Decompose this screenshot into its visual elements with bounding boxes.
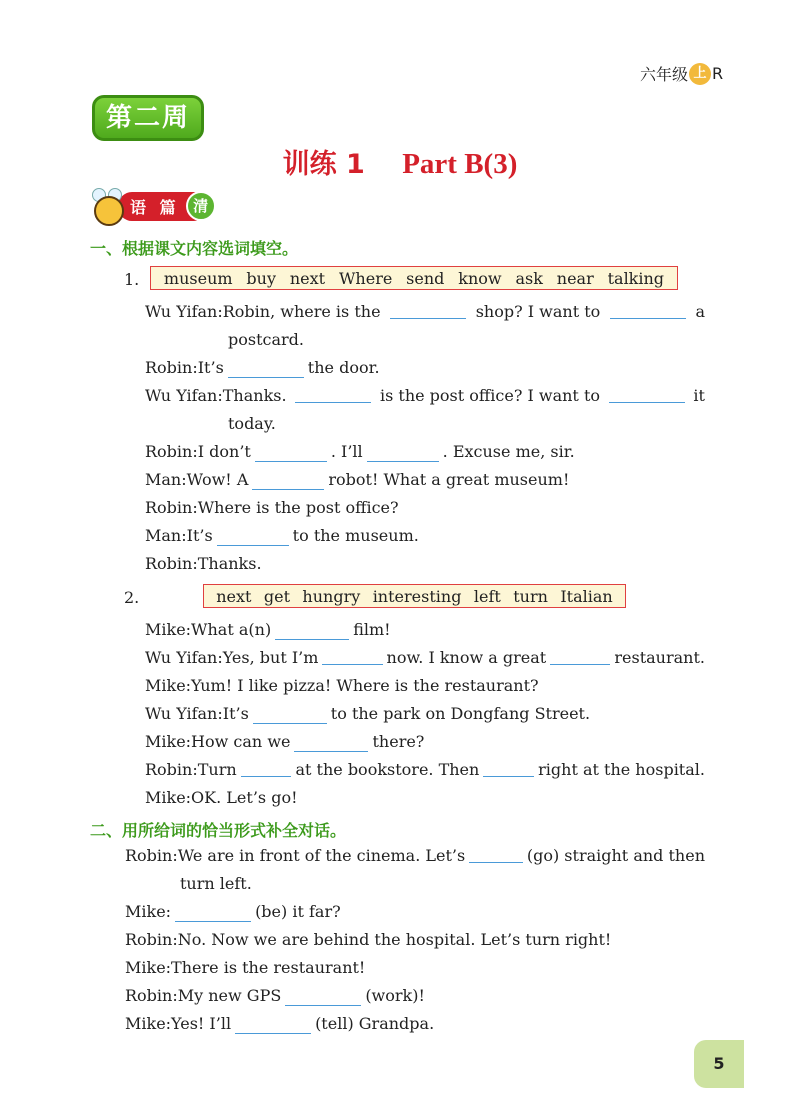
answer-blank[interactable] (217, 529, 289, 546)
word-bank-item: next (216, 586, 252, 606)
line-text: Mike:Yes! I’ll (125, 1014, 232, 1033)
dialogue-line (125, 846, 705, 866)
word-bank-item: buy (246, 268, 277, 288)
dialogue-line (145, 442, 575, 462)
line-text: Robin:We are in front of the cinema. Let’s (125, 846, 466, 865)
line-text: . I’ll (330, 442, 363, 461)
line-text: (tell) Grandpa. (315, 1014, 435, 1033)
word-bank-1 (150, 266, 678, 290)
lesson-title (0, 142, 800, 181)
page-number: 5 (694, 1040, 744, 1088)
dialogue-line (145, 554, 262, 574)
line-text: Robin:My new GPS (125, 986, 282, 1005)
line-text: Robin:I don’t (145, 442, 251, 461)
answer-blank[interactable] (294, 735, 368, 752)
word-bank-item: turn (513, 586, 548, 606)
answer-blank[interactable] (390, 302, 466, 319)
line-text: (work)! (365, 986, 425, 1005)
word-bank-item: send (406, 268, 445, 288)
question-2-number: 2. (124, 588, 140, 607)
dialogue-line (145, 620, 391, 640)
dialogue-line (125, 902, 341, 922)
word-bank-item: near (556, 268, 594, 288)
word-bank-item: get (263, 586, 290, 606)
grade-label (640, 62, 723, 85)
line-text: . Excuse me, sir. (442, 442, 575, 461)
line-text: the door. (307, 358, 380, 377)
dialogue-line (145, 788, 298, 808)
line-text: postcard. (228, 330, 304, 349)
dialogue-line (125, 930, 611, 950)
answer-blank[interactable] (252, 473, 324, 490)
dialogue-line (145, 358, 380, 378)
question-1-number: 1. (124, 270, 140, 289)
word-bank-item: interesting (372, 586, 462, 606)
line-text: right at the hospital. (538, 760, 705, 779)
answer-blank[interactable] (275, 623, 349, 640)
answer-blank[interactable] (367, 445, 439, 462)
answer-blank[interactable] (550, 648, 610, 665)
answer-blank[interactable] (175, 905, 251, 922)
answer-blank[interactable] (255, 445, 327, 462)
dialogue-line (125, 958, 365, 978)
word-bank-item: left (473, 586, 501, 606)
answer-blank[interactable] (609, 386, 685, 403)
dialogue-line (145, 386, 705, 406)
line-text: Wu Yifan:Yes, but I’m (145, 648, 319, 667)
line-text: is the post office? I want to (379, 386, 601, 405)
word-bank-item: know (458, 268, 502, 288)
line-text: restaurant. (614, 648, 705, 667)
dialogue-line (145, 648, 705, 668)
word-bank-2 (203, 584, 626, 608)
semester-badge: 上 (689, 63, 711, 85)
line-text: to the park on Dongfang Street. (330, 704, 591, 723)
answer-blank[interactable] (285, 989, 361, 1006)
dialogue-line (145, 470, 569, 490)
answer-blank[interactable] (241, 760, 292, 777)
dialogue-line (125, 1014, 434, 1034)
line-text: Robin:Thanks. (145, 554, 262, 573)
answer-blank[interactable] (610, 302, 686, 319)
section-2-heading: 二、用所给词的恰当形式补全对话。 (90, 821, 347, 840)
line-text: Man:Wow! A (145, 470, 249, 489)
answer-blank[interactable] (322, 648, 382, 665)
dialogue-line (145, 676, 539, 696)
dialogue-line (145, 760, 705, 780)
answer-blank[interactable] (235, 1017, 311, 1034)
line-text: Robin:It’s (145, 358, 224, 377)
line-text: to the museum. (292, 526, 419, 545)
dialogue-line (180, 874, 252, 894)
word-bank-item: museum (163, 268, 233, 288)
word-bank-item: next (289, 268, 326, 288)
line-text: today. (228, 414, 276, 433)
answer-blank[interactable] (469, 846, 523, 863)
word-bank-item: hungry (302, 586, 361, 606)
answer-blank[interactable] (228, 361, 304, 378)
lesson-part-label: Part B(3) (402, 148, 518, 180)
line-text: Wu Yifan:Thanks. (145, 386, 287, 405)
answer-blank[interactable] (483, 760, 534, 777)
answer-blank[interactable] (253, 707, 327, 724)
line-text: Man:It’s (145, 526, 213, 545)
dialogue-line (228, 330, 304, 350)
line-text: Mike:What a(n) (145, 620, 272, 639)
dialogue-line (145, 704, 590, 724)
line-text: at the bookstore. Then (295, 760, 480, 779)
line-text: Wu Yifan:Robin, where is the (145, 302, 381, 321)
line-text: Mike:Yum! I like pizza! Where is the restaurant? (145, 676, 539, 695)
line-text: Wu Yifan:It’s (145, 704, 249, 723)
line-text: it (693, 386, 705, 405)
word-bank-item: Where (338, 268, 393, 288)
line-text: Mike:How can we (145, 732, 291, 751)
lesson-training-label: 训练 1 (282, 149, 365, 180)
section-badge (90, 186, 216, 226)
dialogue-line (145, 498, 399, 518)
section-1-heading: 一、根据课文内容选词填空。 (90, 239, 299, 258)
word-bank-item: Italian (560, 586, 613, 606)
line-text: now. I know a great (386, 648, 547, 667)
line-text: there? (372, 732, 425, 751)
line-text: Mike:There is the restaurant! (125, 958, 366, 977)
word-bank-item: talking (607, 268, 665, 288)
dialogue-line (145, 302, 705, 322)
section-badge-label: 语 篇 (118, 192, 208, 221)
line-text: robot! What a great museum! (328, 470, 570, 489)
line-text: turn left. (180, 874, 252, 893)
dialogue-line (145, 526, 419, 546)
line-text: Mike:OK. Let’s go! (145, 788, 298, 807)
answer-blank[interactable] (295, 386, 371, 403)
line-text: Robin:No. Now we are behind the hospital. Let’s turn right! (125, 930, 612, 949)
bee-mascot-icon (90, 186, 124, 226)
line-text: Mike: (125, 902, 172, 921)
word-bank-item: ask (515, 268, 543, 288)
line-text: Robin:Turn (145, 760, 237, 779)
section-badge-circle: 清 (186, 191, 216, 221)
dialogue-line (125, 986, 425, 1006)
line-text: (be) it far? (255, 902, 341, 921)
line-text: film! (353, 620, 391, 639)
week-title: 第二周 (92, 95, 204, 141)
grade-prefix: 六年级 (640, 65, 689, 84)
line-text: Robin:Where is the post office? (145, 498, 399, 517)
line-text: (go) straight and then (526, 846, 705, 865)
line-text: shop? I want to (475, 302, 601, 321)
line-text: a (695, 302, 705, 321)
grade-suffix: R (712, 64, 724, 83)
dialogue-line (145, 732, 424, 752)
dialogue-line (228, 414, 276, 434)
